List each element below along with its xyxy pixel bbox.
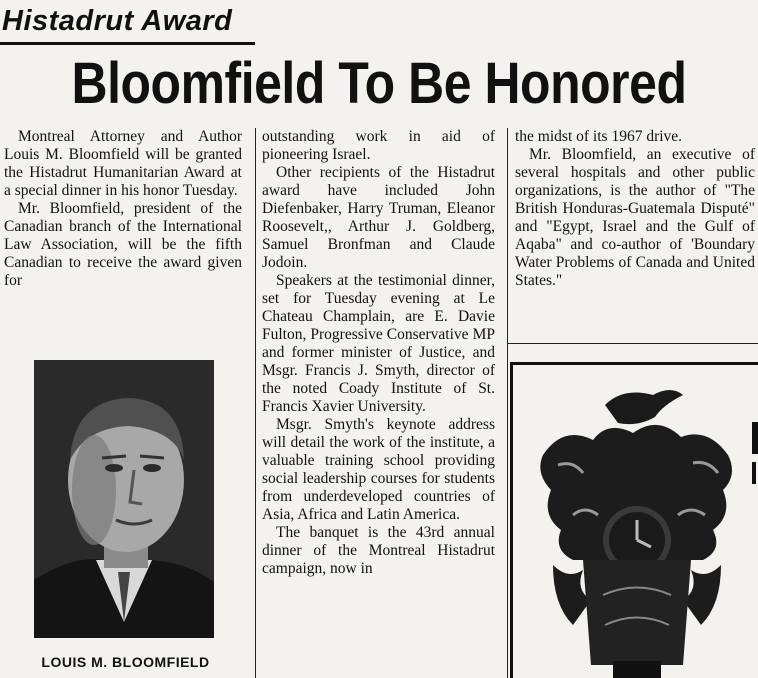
portrait-illustration [34,360,214,638]
paragraph: Mr. Bloomfield, an executive of several hospitals and other public organizations, is the author of "The British Honduras-Guatemala Disputé" and "Egypt, Israel and the Gulf of Aqaba" and co-author of 'Boundary Water Problems of Canada and United States." [515,146,755,289]
article-column-1 [4,128,242,290]
paragraph: Speakers at the testimonial dinner, set for Tuesday evening at Le Chateau Champlain, are E. Davie Fulton, Progressive Conservative MP and former minister of Justice, and Msgr. Francis J. Smyth, director of the noted Coady Institute of St. Francis Xavier University. [262,272,495,415]
kicker-underline [0,42,255,45]
paragraph: outstanding work in aid of pioneering Israel. [262,128,495,163]
ad-edge-mark [752,422,758,454]
paragraph: The banquet is the 43rd annual dinner of the Montreal Histadrut campaign, now in [262,524,495,577]
paragraph: the midst of its 1967 drive. [515,128,683,145]
paragraph: Other recipients of the Histadrut award have included John Diefenbaker, Harry Truman, Eleanor Roosevelt,, Arthur J. Goldberg, Samuel Bronfman and Claude Jodoin. [262,164,495,271]
ad-edge-mark [752,462,756,484]
column-divider [255,128,256,678]
photo-caption: LOUIS M. BLOOMFIELD [41,654,210,670]
article-column-3 [515,128,755,290]
paragraph: Mr. Bloomfield, president of the Canadian branch of the International Law Association, will be the fifth Canadian to receive the award given for [4,200,242,289]
portrait-photo [34,360,214,638]
section-divider [508,343,758,344]
kicker-title: Histadrut Award [2,5,233,37]
headline: Bloomfield To Be Honored [71,51,687,116]
paragraph: Montreal Attorney and Author Louis M. Bloomfield will be granted the Histadrut Humanitarian Award at a special dinner in his honor Tuesday. [4,128,242,199]
paragraph: Msgr. Smyth's keynote address will detail the work of the institute, a valuable training school providing social leadership courses for students from underdeveloped countries of Asia, Africa and Latin America. [262,416,495,523]
cuckoo-clock-illustration [513,365,758,678]
advertisement-box [510,362,758,678]
article-column-2 [262,128,495,578]
column-divider [507,128,508,678]
